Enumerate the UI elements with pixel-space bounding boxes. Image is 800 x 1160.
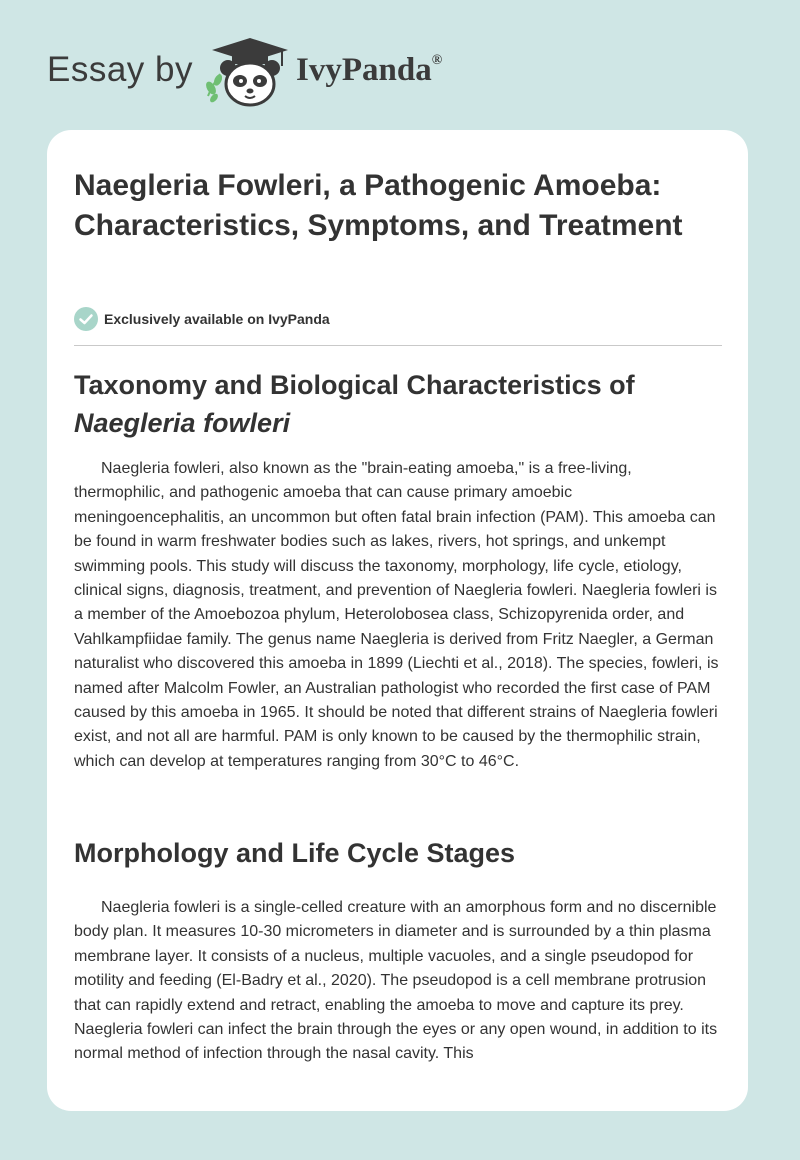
site-header <box>0 0 800 130</box>
title-divider <box>74 345 722 346</box>
section-heading-taxonomy-text: Taxonomy and Biological Characteristics of <box>74 370 635 400</box>
exclusive-badge-text: Exclusively available on IvyPanda <box>104 311 330 327</box>
article-card <box>47 130 748 1111</box>
section-heading-taxonomy <box>74 366 635 442</box>
exclusive-badge <box>74 306 330 332</box>
paragraph-taxonomy: Naegleria fowleri, also known as the "brain-eating amoeba," is a free-living, thermophilic, and pathogenic amoeba that can cause primary amoebic meningoencephalitis, an uncommon but often fatal brain infection (PAM). This amoeba can be found in warm freshwater bodies such as lakes, rivers, hot springs, and unkempt swimming pools. This study will discuss the taxonomy, morphology, life cycle, etiology, clinical signs, diagnosis, treatment, and prevention of Naegleria fowleri. Naegleria fowleri is a member of the Amoebozoa phylum, Heterolobosea class, Schizopyrenida order, and Vahlkampfiidae family. The genus name Naegleria is derived from Fritz Naegler, a German naturalist who discovered this amoeba in 1899 (Liechti et al., 2018). The species, fowleri, is named after Malcolm Fowler, an Australian pathologist who recorded the first case of PAM caused by this amoeba in 1965. It should be noted that different strains of Naegleria fowleri exist, and not all are harmful. PAM is only known to be caused by the thermophilic strain, which can develop at temperatures ranging from 30°C to 46°C. <box>74 460 719 770</box>
registered-mark: ® <box>431 53 443 68</box>
paragraph-morphology: Naegleria fowleri is a single-celled creature with an amorphous form and no discernible body plan. It measures 10-30 micrometers in diameter and is surrounded by a thin plasma membrane layer. It consists of a nucleus, multiple vacuoles, and a single pseudopod for motility and feeding (El-Badry et al., 2020). The pseudopod is a cell membrane protrusion that can rapidly extend and retract, enabling the amoeba to move and capture its prey. Naegleria fowleri can infect the brain through the eyes or any open wound, in addition to its normal method of infection through the nasal cavity. This <box>74 899 718 1063</box>
article-title: Naegleria Fowleri, a Pathogenic Amoeba: Characteristics, Symptoms, and Treatment <box>74 169 683 242</box>
logo-text[interactable] <box>296 52 442 89</box>
logo-wordmark: IvyPanda <box>296 52 432 88</box>
check-circle-icon <box>74 307 98 331</box>
essay-by-label: Essay by <box>47 50 193 89</box>
section-heading-morphology: Morphology and Life Cycle Stages <box>74 838 516 868</box>
panda-logo-icon[interactable] <box>202 36 294 108</box>
section-heading-taxonomy-italic: Naegleria fowleri <box>74 408 291 438</box>
